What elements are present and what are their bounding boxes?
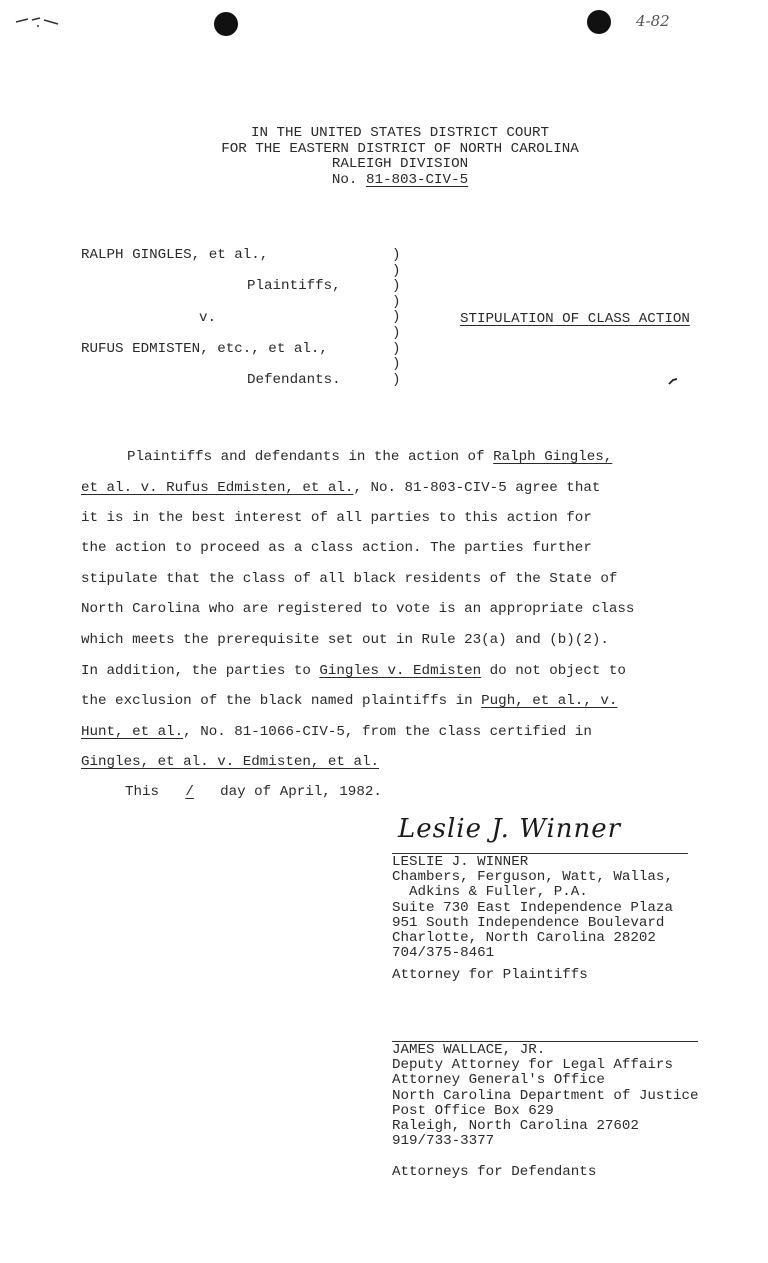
- case-ref-gingles-final: Gingles, et al. v. Edmisten, et al.: [81, 754, 379, 770]
- case-ref-pugh: Pugh, et al., v.: [481, 693, 618, 709]
- case-number: 81-803-CIV-5: [365, 171, 469, 188]
- body-line-2: et al. v. Rufus Edmisten, et al., No. 81-803-CIV-5 agree that: [81, 480, 601, 496]
- margin-note: 4-82: [636, 12, 670, 30]
- defendant-role: Defendants.: [247, 372, 341, 388]
- defendant-attorney-block: [392, 1043, 699, 1181]
- defendant-city: Raleigh, North Carolina 27602: [392, 1118, 639, 1135]
- body-line-9: the exclusion of the black named plaintiffs in Pugh, et al., v.: [81, 693, 618, 709]
- defendant-phone: 919/733-3377: [392, 1133, 495, 1150]
- plaintiff-attorney-name: LESLIE J. WINNER: [392, 854, 529, 870]
- defendant-attorney-name: JAMES WALLACE, JR.: [392, 1042, 546, 1058]
- defendant-attorney-title: Deputy Attorney for Legal Affairs: [392, 1057, 673, 1074]
- dated-day: /: [185, 784, 194, 800]
- case-ref-gingles-v-edmisten: Gingles v. Edmisten: [319, 663, 482, 679]
- defendant-name: RUFUS EDMISTEN, etc., et al.,: [81, 341, 328, 357]
- plaintiff-firm-1: Chambers, Ferguson, Watt, Wallas,: [392, 869, 673, 886]
- case-number-line: [200, 173, 600, 189]
- caption-brackets: ) ) ) ) ) ) ) ) ): [392, 247, 401, 388]
- defendant-dept: North Carolina Department of Justice: [392, 1087, 699, 1104]
- plaintiff-address-3: Charlotte, North Carolina 28202: [392, 930, 656, 947]
- defendant-box: Post Office Box 629: [392, 1102, 554, 1119]
- versus: v.: [199, 310, 217, 326]
- body-line-5: stipulate that the class of all black residents of the State of: [81, 571, 618, 587]
- district-name: FOR THE EASTERN DISTRICT OF NORTH CAROLINA: [221, 140, 579, 157]
- document-title: STIPULATION OF CLASS ACTION: [460, 311, 690, 327]
- plaintiff-role: Attorney for Plaintiffs: [392, 967, 588, 984]
- case-ref-hunt: Hunt, et al.: [81, 724, 184, 740]
- body-line-8: In addition, the parties to Gingles v. Edmisten do not object to: [81, 663, 626, 679]
- division-name: RALEIGH DIVISION: [331, 156, 469, 172]
- punch-hole-left: [214, 12, 238, 36]
- defendant-office: Attorney General's Office: [392, 1072, 605, 1089]
- body-line-1: Plaintiffs and defendants in the action of Ralph Gingles,: [127, 449, 613, 465]
- plaintiff-address-2: 951 South Independence Boulevard: [392, 914, 665, 931]
- plaintiff-address-1: Suite 730 East Independence Plaza: [392, 899, 673, 916]
- case-ref-gingles-cont: et al. v. Rufus Edmisten, et al.: [81, 480, 354, 496]
- court-name: IN THE UNITED STATES DISTRICT COURT: [251, 125, 549, 141]
- body-line-7: which meets the prerequisite set out in Rule 23(a) and (b)(2).: [81, 632, 609, 648]
- court-header: [200, 126, 600, 188]
- plaintiff-role: Plaintiffs,: [247, 278, 341, 294]
- case-prefix: No.: [331, 171, 358, 188]
- body-line-3: it is in the best interest of all parties to this action for: [81, 510, 592, 526]
- plaintiff-attorney-block: [392, 855, 673, 984]
- body-line-11: [81, 752, 379, 772]
- plaintiff-signature: Leslie J. Winner: [398, 814, 622, 844]
- scan-mark-icon: [14, 12, 66, 32]
- body-line-6: North Carolina who are registered to vote is an appropriate class: [81, 601, 635, 617]
- plaintiff-phone: 704/375-8461: [392, 945, 495, 962]
- plaintiff-name: RALPH GINGLES, et al.,: [81, 247, 269, 263]
- dated-line: This / day of April, 1982.: [125, 784, 382, 800]
- stray-mark-icon: [668, 378, 678, 386]
- body-line-10: Hunt, et al., No. 81-1066-CIV-5, from the class certified in: [81, 724, 592, 740]
- defendant-role: Attorneys for Defendants: [392, 1164, 597, 1181]
- body-line-4: the action to proceed as a class action. The parties further: [81, 540, 592, 556]
- punch-hole-right: [587, 10, 611, 34]
- case-ref-gingles: Ralph Gingles,: [493, 449, 613, 465]
- plaintiff-firm-2: Adkins & Fuller, P.A.: [409, 884, 588, 901]
